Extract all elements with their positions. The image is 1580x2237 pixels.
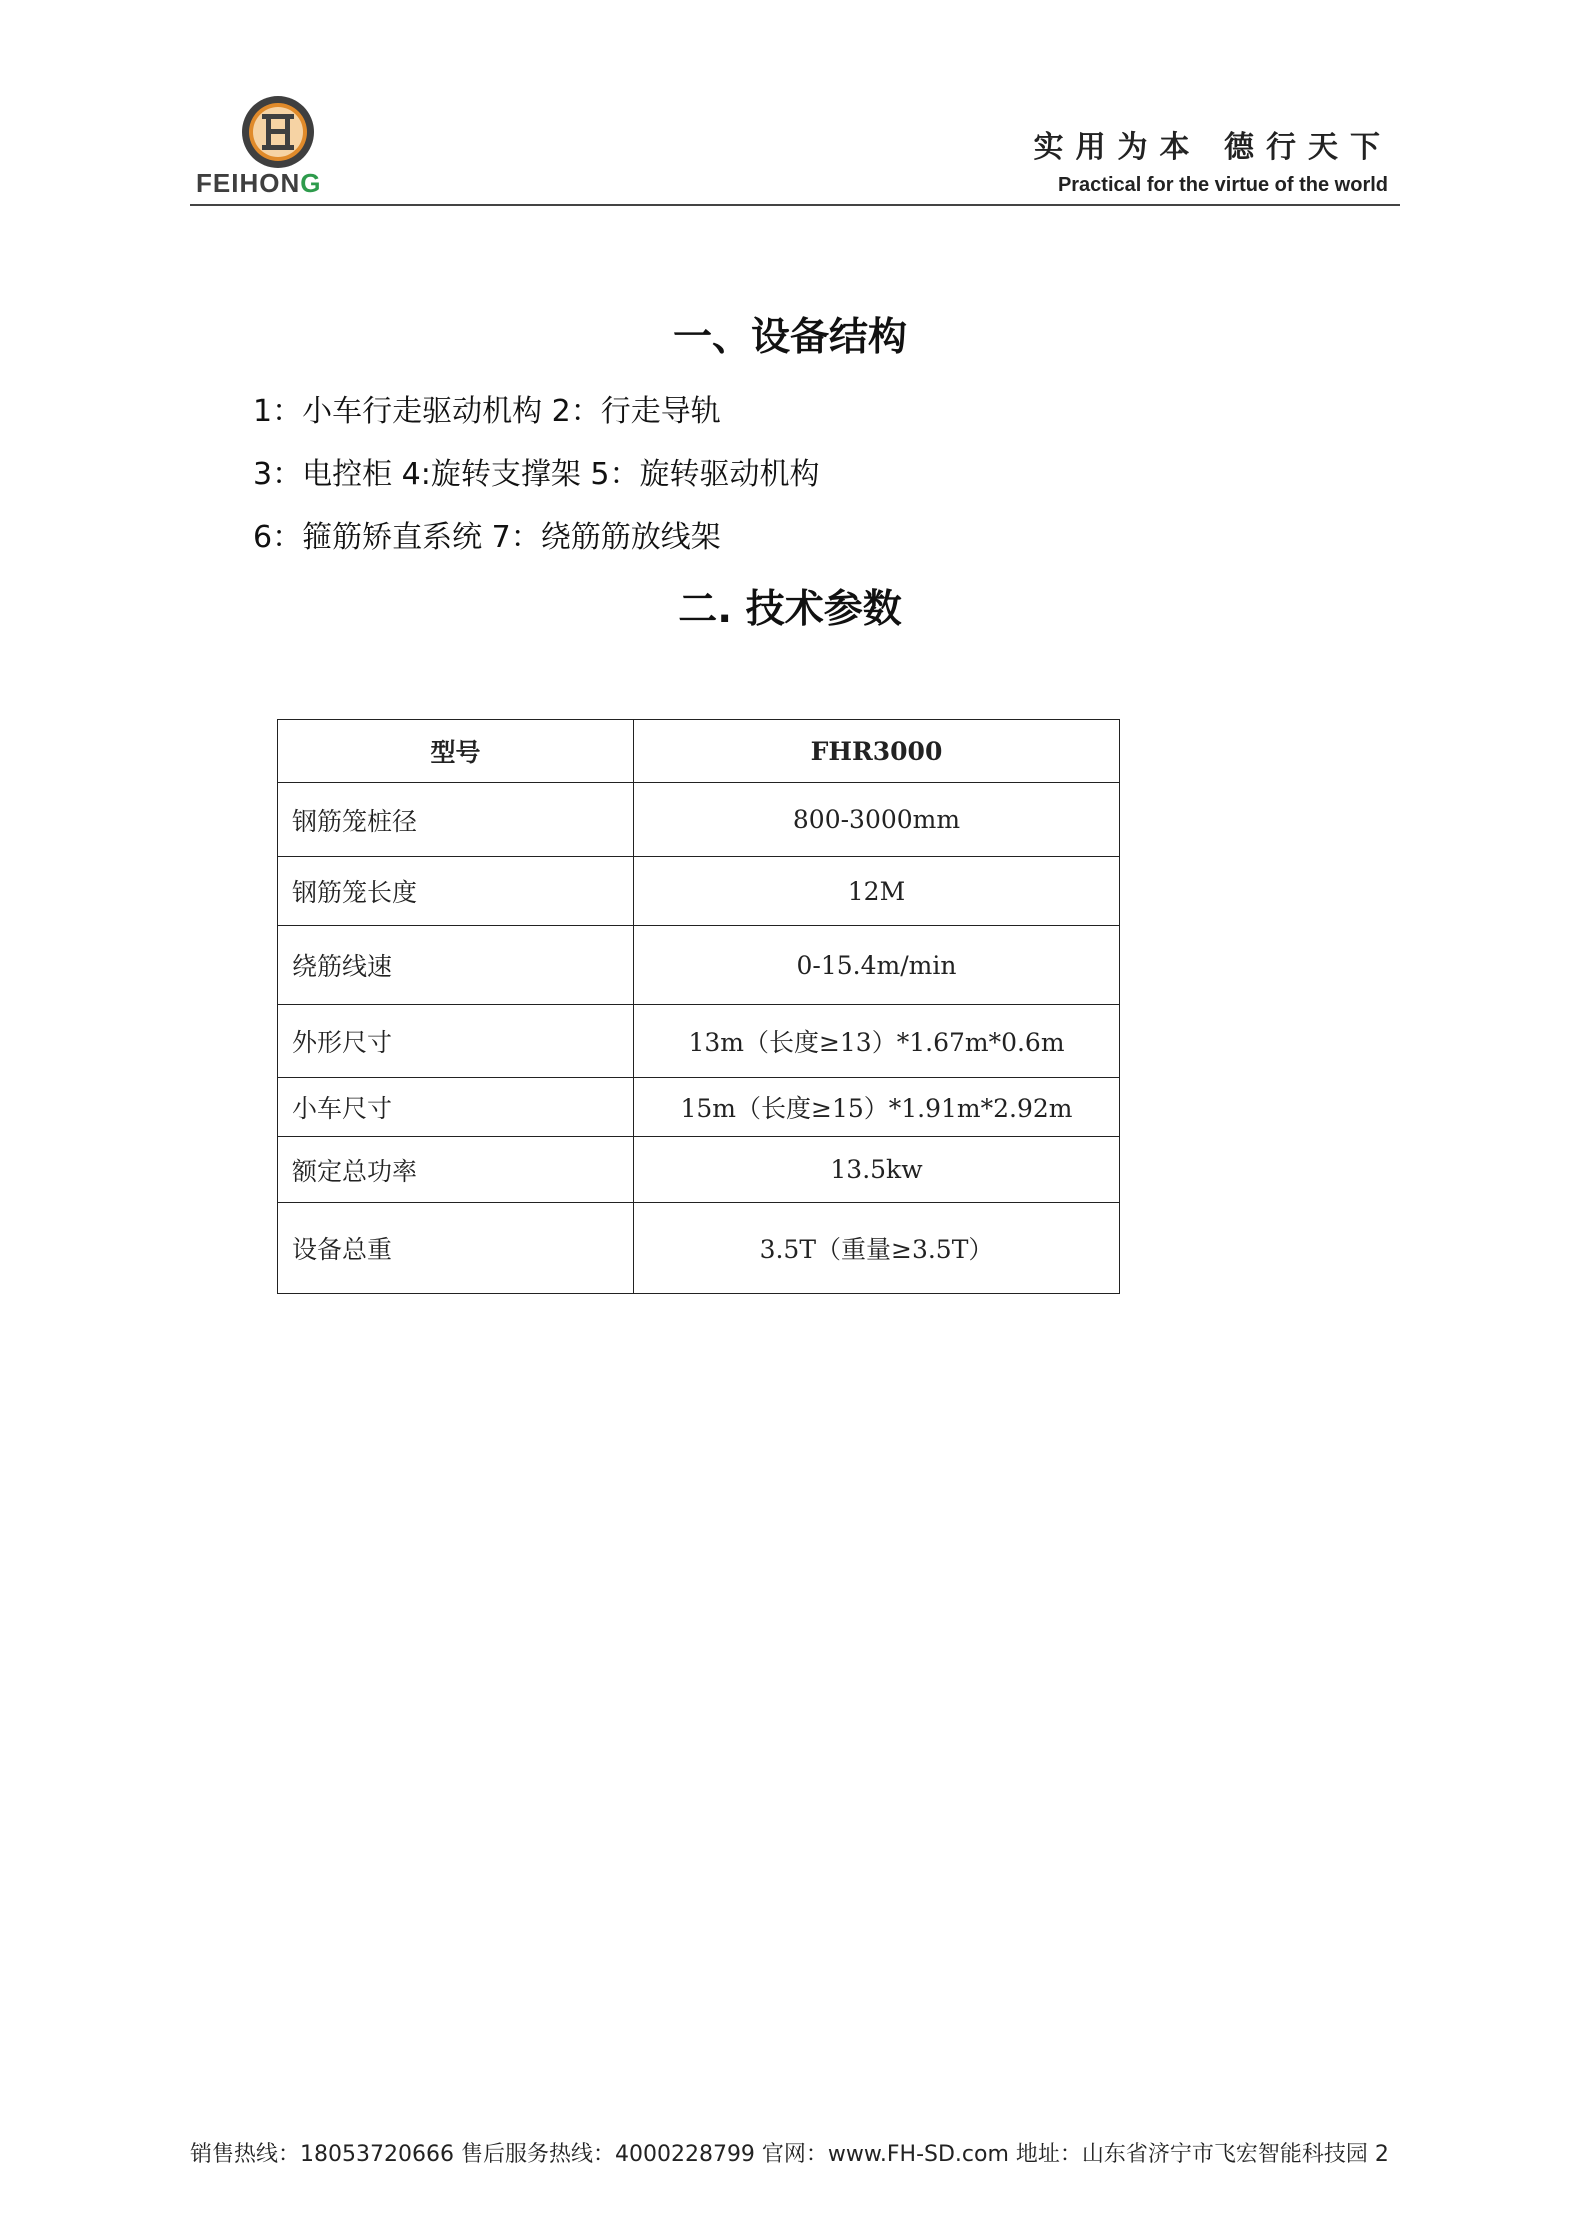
header-divider [190,204,1400,206]
feihong-emblem-icon [240,94,316,170]
logo-wordmark-accent: G [300,168,322,198]
table-row [278,857,1120,926]
structure-line-1: 1：小车行走驱动机构 2：行走导轨 [253,394,721,429]
slogan-english: Practical for the virtue of the world [1057,174,1388,196]
table-row [278,1203,1120,1294]
spec-label: 外形尺寸 [278,1005,634,1078]
spec-value: 0-15.4m/min [634,926,1120,1005]
page-footer-contact: 销售热线：18053720666 售后服务热线：4000228799 官网：www.FH-SD.com 地址：山东省济宁市飞宏智能科技园 2 [190,2142,1389,2167]
spec-table-header-row [278,720,1120,783]
table-row [278,1137,1120,1203]
logo-wordmark [196,168,371,199]
table-row [278,1005,1120,1078]
spec-label: 钢筋笼桩径 [278,783,634,857]
spec-table [277,719,1120,1294]
section-title-specs: 二. 技术参数 [678,587,902,632]
spec-header-model: FHR3000 [634,720,1120,783]
table-row [278,783,1120,857]
spec-label: 钢筋笼长度 [278,857,634,926]
section-title-structure: 一、设备结构 [672,315,907,360]
spec-header-label: 型号 [278,720,634,783]
logo-wordmark-main: FEIHON [196,168,301,198]
feihong-logo [190,88,365,198]
spec-label: 绕筋线速 [278,926,634,1005]
spec-value: 12M [634,857,1120,926]
spec-label: 额定总功率 [278,1137,634,1203]
spec-value: 13m（长度≥13）*1.67m*0.6m [634,1005,1120,1078]
spec-value: 800-3000mm [634,783,1120,857]
spec-value: 3.5T（重量≥3.5T） [634,1203,1120,1294]
spec-label: 设备总重 [278,1203,634,1294]
table-row [278,1078,1120,1137]
table-row [278,926,1120,1005]
page-header [190,88,1400,206]
structure-line-2: 3：电控柜 4:旋转支撑架 5：旋转驱动机构 [253,457,820,492]
slogan-chinese: 实用为本 德行天下 [1033,130,1392,165]
structure-line-3: 6：箍筋矫直系统 7：绕筋筋放线架 [253,520,721,555]
spec-value: 15m（长度≥15）*1.91m*2.92m [634,1078,1120,1137]
spec-label: 小车尺寸 [278,1078,634,1137]
spec-value: 13.5kw [634,1137,1120,1203]
